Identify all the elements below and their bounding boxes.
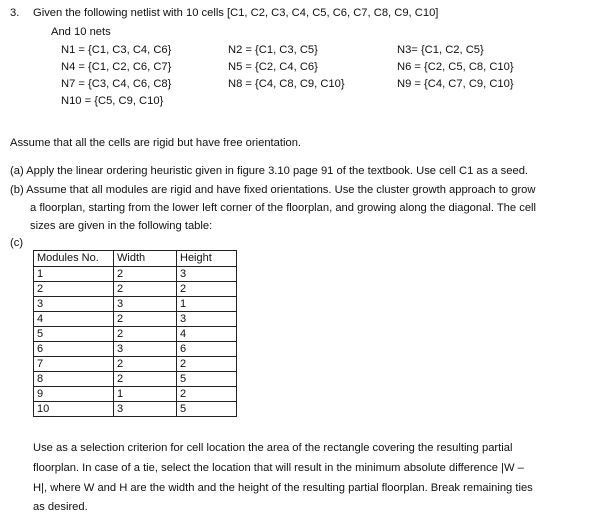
table-row <box>34 402 237 417</box>
net-item: N10 = {C5, C9, C10} <box>61 95 164 107</box>
width-cell: 2 <box>114 312 177 327</box>
table-row <box>34 267 237 282</box>
criterion-line: Use as a selection criterion for cell location the area of the rectangle covering the resulting partial <box>33 442 513 454</box>
table-row <box>34 282 237 297</box>
table-row <box>34 297 237 312</box>
module-cell: 6 <box>34 342 114 357</box>
net-item: N5 = {C2, C4, C6} <box>228 61 318 73</box>
height-cell: 5 <box>177 372 237 387</box>
width-cell: 3 <box>114 402 177 417</box>
table-row <box>34 387 237 402</box>
part-b-line: sizes are given in the following table: <box>30 220 213 232</box>
module-cell: 4 <box>34 312 114 327</box>
height-cell: 1 <box>177 297 237 312</box>
width-cell: 2 <box>114 282 177 297</box>
module-cell: 8 <box>34 372 114 387</box>
assumption-text: Assume that all the cells are rigid but have free orientation. <box>10 137 302 149</box>
column-header-height: Height <box>177 251 237 267</box>
height-cell: 6 <box>177 342 237 357</box>
width-cell: 2 <box>114 372 177 387</box>
part-a-text: (a) Apply the linear ordering heuristic given in figure 3.10 page 91 of the textbook. Use cell C1 as a seed. <box>10 165 529 177</box>
net-item: N9 = {C4, C7, C9, C10} <box>397 78 514 90</box>
net-item: N7 = {C3, C4, C6, C8} <box>61 78 172 90</box>
table-row <box>34 312 237 327</box>
module-cell: 3 <box>34 297 114 312</box>
height-cell: 5 <box>177 402 237 417</box>
column-header-width: Width <box>114 251 177 267</box>
height-cell: 4 <box>177 327 237 342</box>
net-item: N1 = {C1, C3, C4, C6} <box>61 44 172 56</box>
width-cell: 3 <box>114 297 177 312</box>
net-item: N2 = {C1, C3, C5} <box>228 44 318 56</box>
width-cell: 2 <box>114 267 177 282</box>
criterion-line: H|, where W and H are the width and the height of the resulting partial floorplan. Break remaining ties <box>33 482 533 494</box>
height-cell: 2 <box>177 357 237 372</box>
net-item: N3= {C1, C2, C5} <box>397 44 484 56</box>
net-item: N6 = {C2, C5, C8, C10} <box>397 61 514 73</box>
height-cell: 2 <box>177 282 237 297</box>
table-header-row <box>34 251 237 267</box>
module-cell: 2 <box>34 282 114 297</box>
net-item: N4 = {C1, C2, C6, C7} <box>61 61 172 73</box>
module-cell: 1 <box>34 267 114 282</box>
module-cell: 9 <box>34 387 114 402</box>
height-cell: 2 <box>177 387 237 402</box>
nets-intro: And 10 nets <box>51 26 111 38</box>
part-b-line: a floorplan, starting from the lower left corner of the floorplan, and growing along the diagonal. The cell <box>30 202 537 214</box>
table-row <box>34 357 237 372</box>
question-number: 3. <box>10 7 20 19</box>
part-c-label: (c) <box>10 237 24 249</box>
table-row <box>34 327 237 342</box>
height-cell: 3 <box>177 312 237 327</box>
module-cell: 7 <box>34 357 114 372</box>
module-cell: 5 <box>34 327 114 342</box>
net-item: N8 = {C4, C8, C9, C10} <box>228 78 345 90</box>
width-cell: 1 <box>114 387 177 402</box>
part-b-line: (b) Assume that all modules are rigid and have fixed orientations. Use the cluster growth approach to grow <box>10 184 536 196</box>
width-cell: 3 <box>114 342 177 357</box>
width-cell: 2 <box>114 327 177 342</box>
criterion-line: floorplan. In case of a tie, select the location that will result in the minimum absolute difference |W – <box>33 462 524 474</box>
criterion-line: as desired. <box>33 501 88 513</box>
height-cell: 3 <box>177 267 237 282</box>
table-row <box>34 372 237 387</box>
cell-size-table <box>33 250 237 417</box>
table-row <box>34 342 237 357</box>
module-cell: 10 <box>34 402 114 417</box>
width-cell: 2 <box>114 357 177 372</box>
column-header-modules: Modules No. <box>34 251 114 267</box>
question-stem: Given the following netlist with 10 cells [C1, C2, C3, C4, C5, C6, C7, C8, C9, C10] <box>33 7 439 19</box>
